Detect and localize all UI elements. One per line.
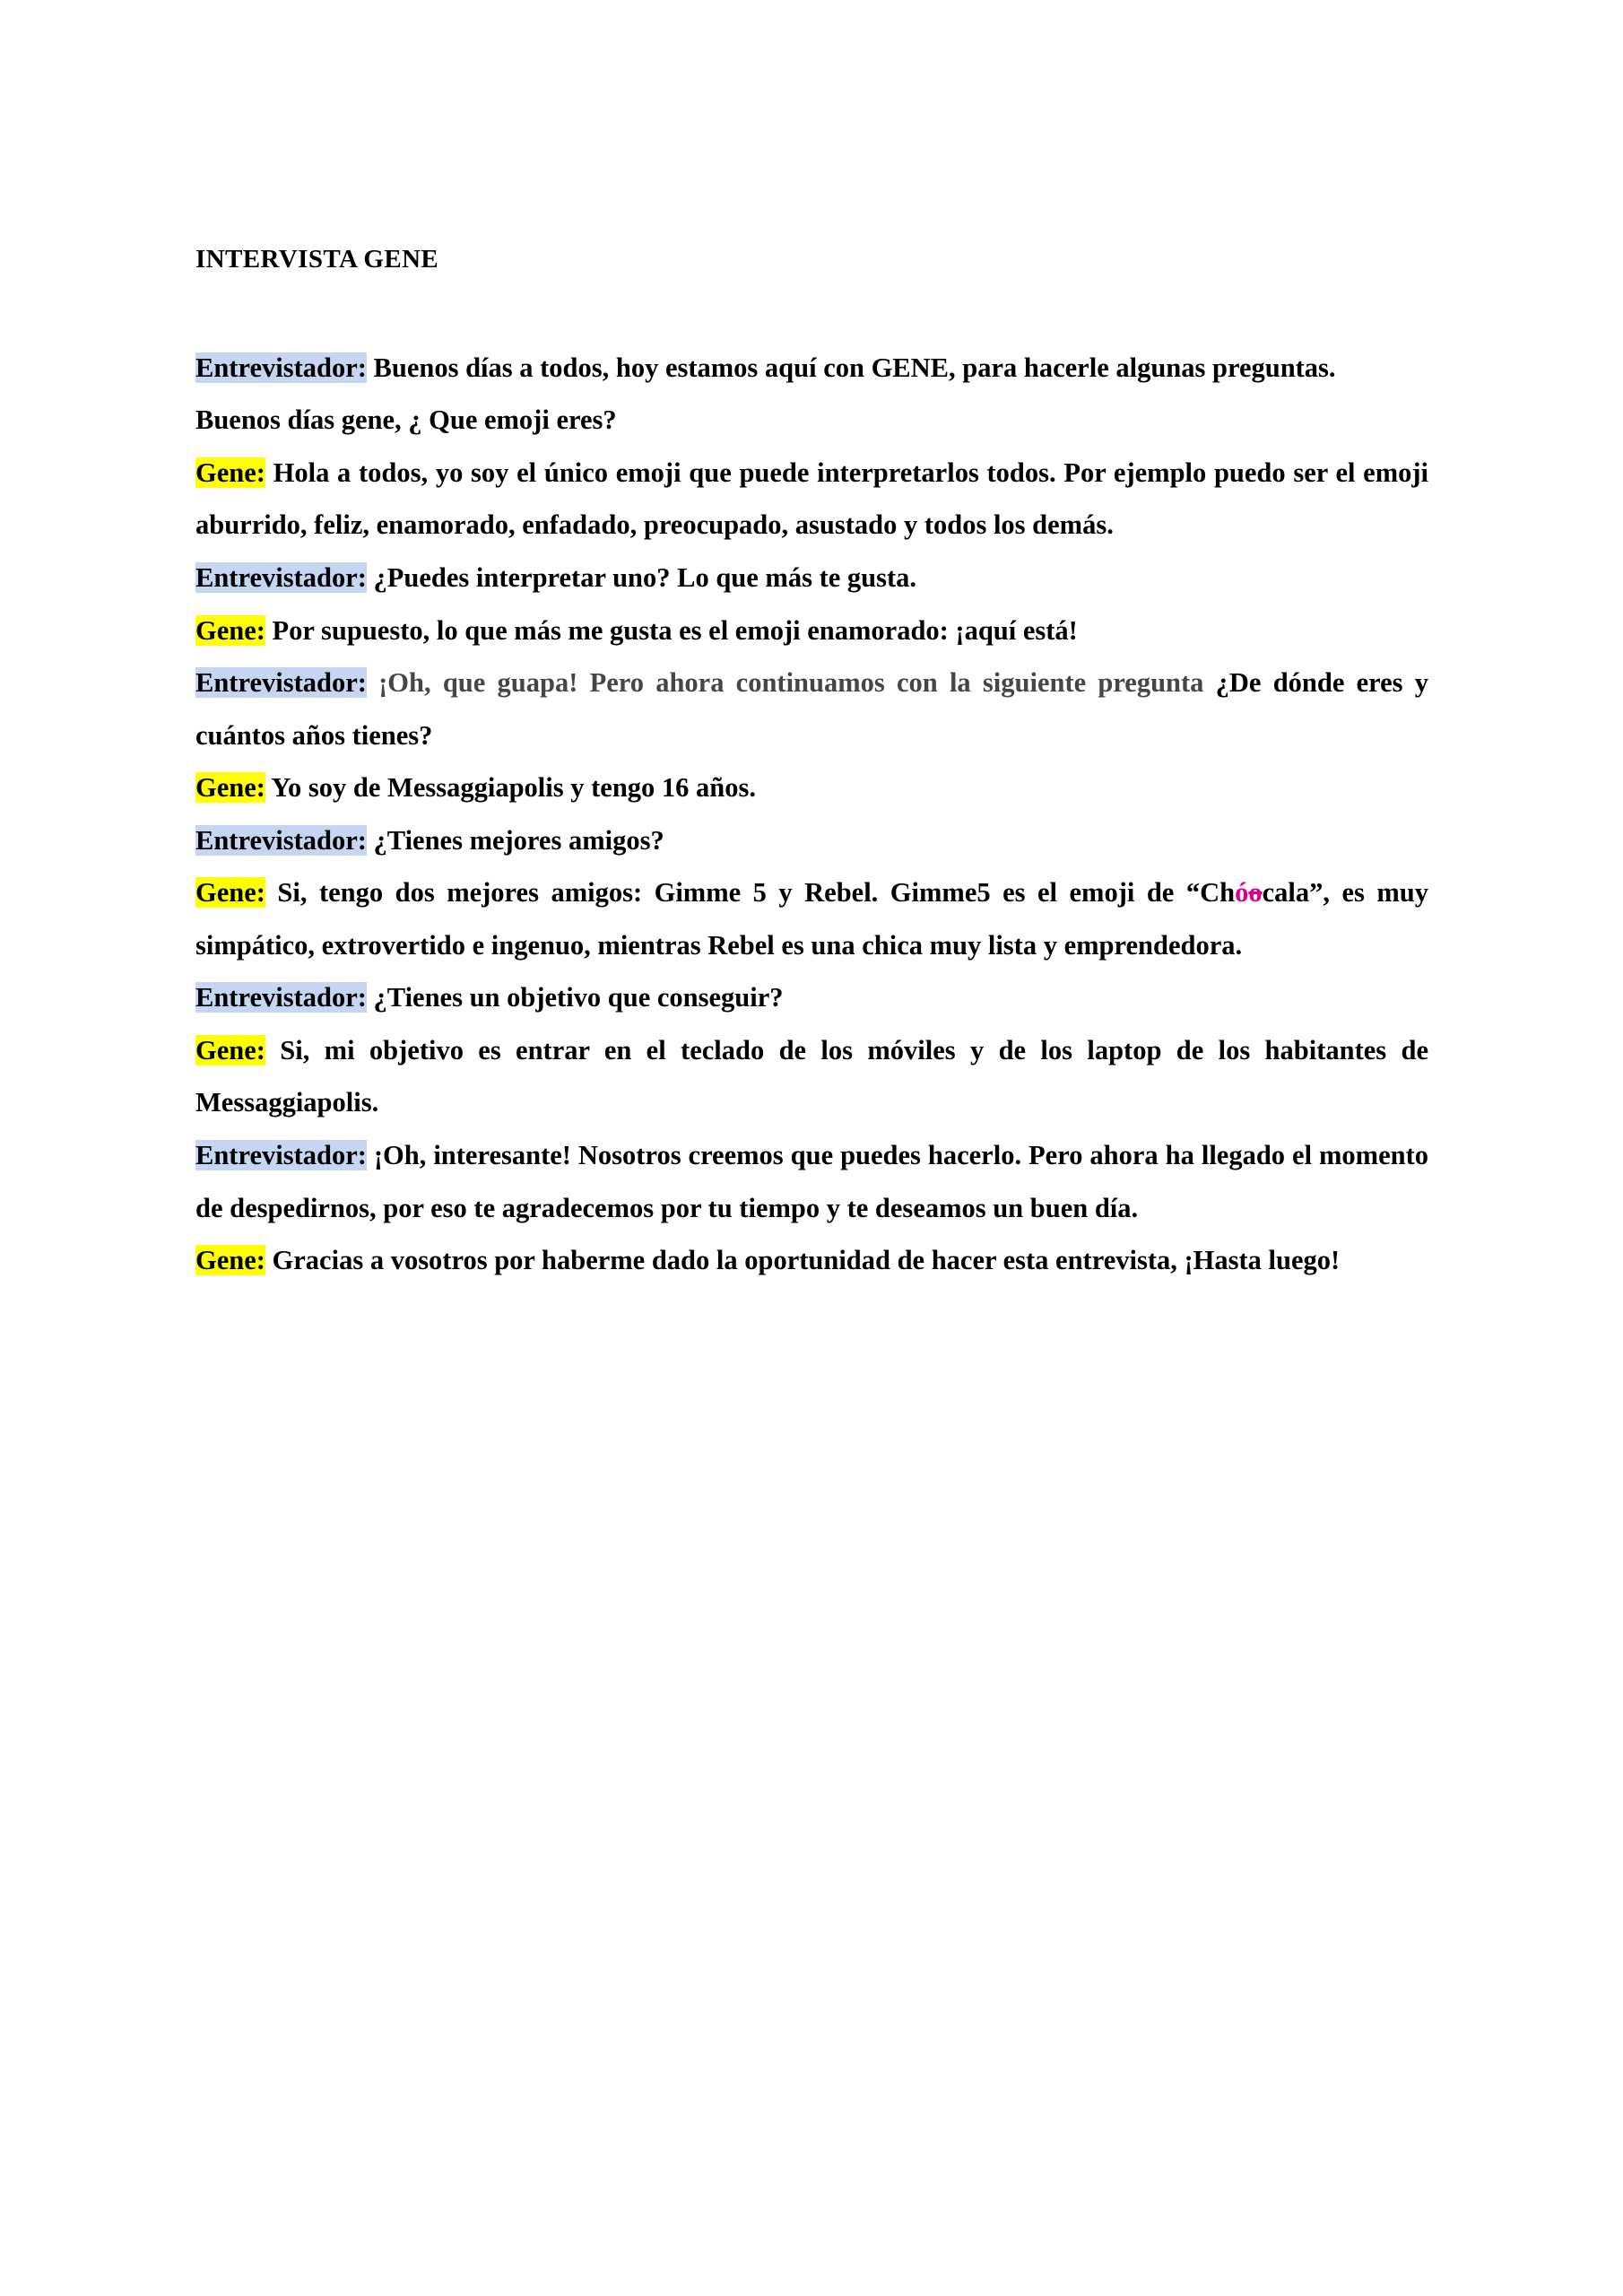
dialogue-text-grey: ¡Oh, que guapa! Pero ahora continuamos con la siguiente pregunta (366, 667, 1216, 699)
page-title: INTERVISTA GENE (195, 245, 439, 274)
title-spacer (195, 275, 1428, 342)
dialogue-text: Gracias a vosotros por haberme dado la oportunidad de hacer esta entrevista, ¡Hasta luego! (265, 1245, 1341, 1276)
dialogue-line-13 (195, 1234, 1428, 1287)
dialogue-text: Por supuesto, lo que más me gusta es el emoji enamorado: ¡aquí está! (265, 614, 1078, 646)
dialogue-text: ¡Oh, interesante! Nosotros creemos que puedes hacerlo. Pero ahora ha llegado el momento de despedirnos, por eso te agradecemos por tu tiempo y te deseamos un buen día. (195, 1140, 1428, 1223)
dialogue-text: ¿Tienes un objetivo que conseguir? (366, 982, 784, 1013)
tracked-deletion: o (1248, 877, 1263, 909)
speaker-label-interviewer: Entrevistador: (195, 982, 367, 1013)
dialogue-line-6 (195, 657, 1428, 761)
speaker-label-gene: Gene: (195, 1245, 265, 1276)
dialogue-line-11 (195, 1024, 1428, 1129)
document-body (195, 244, 1428, 1287)
dialogue-line-9 (195, 866, 1428, 971)
dialogue-line-8 (195, 814, 1428, 867)
dialogue-line-12 (195, 1129, 1428, 1234)
speaker-label-interviewer: Entrevistador: (195, 824, 367, 856)
speaker-label-gene: Gene: (195, 1034, 265, 1065)
speaker-label-interviewer: Entrevistador: (195, 352, 367, 383)
dialogue-text: ¿De dónde eres y cuántos años tienes? (195, 667, 1429, 751)
dialogue-line-1 (195, 342, 1428, 395)
tracked-insertion: ó (1235, 877, 1249, 909)
dialogue-text: ¿Tienes mejores amigos? (366, 824, 664, 856)
speaker-label-interviewer: Entrevistador: (195, 667, 367, 699)
speaker-label-gene: Gene: (195, 772, 265, 804)
dialogue-text: Si, tengo dos mejores amigos: Gimme 5 y Rebel. Gimme5 es el emoji de “Ch (265, 877, 1236, 909)
speaker-label-gene: Gene: (195, 614, 265, 646)
dialogue-text: Si, mi objetivo es entrar en el teclado de los móviles y de los laptop de los habitantes de Messaggiapolis. (195, 1034, 1428, 1118)
dialogue-text: Yo soy de Messaggiapolis y tengo 16 años. (265, 772, 756, 804)
dialogue-line-2 (195, 394, 1428, 447)
speaker-label-gene: Gene: (195, 877, 265, 909)
speaker-label-interviewer: Entrevistador: (195, 1140, 367, 1170)
dialogue-line-7 (195, 761, 1428, 814)
speaker-label-interviewer: Entrevistador: (195, 561, 367, 593)
dialogue-text: cala”, es muy simpático, extrovertido e ingenuo, mientras Rebel es una chica muy lista y emprendedora. (195, 877, 1428, 961)
dialogue-text: Buenos días gene, ¿ Que emoji eres? (195, 404, 617, 436)
dialogue-line-3 (195, 447, 1428, 552)
dialogue-text: Hola a todos, yo soy el único emoji que puede interpretarlos todos. Por ejemplo puedo ser el emoji aburrido, feliz, enamorado, enfadado, preocupado, asustado y todos los demás. (195, 457, 1428, 541)
dialogue-line-10 (195, 971, 1428, 1024)
speaker-label-gene: Gene: (195, 457, 265, 488)
dialogue-text: ¿Puedes interpretar uno? Lo que más te gusta. (366, 561, 917, 593)
dialogue-text: Buenos días a todos, hoy estamos aquí con GENE, para hacerle algunas preguntas. (366, 352, 1336, 383)
dialogue-line-4 (195, 552, 1428, 604)
dialogue-line-5 (195, 604, 1428, 657)
